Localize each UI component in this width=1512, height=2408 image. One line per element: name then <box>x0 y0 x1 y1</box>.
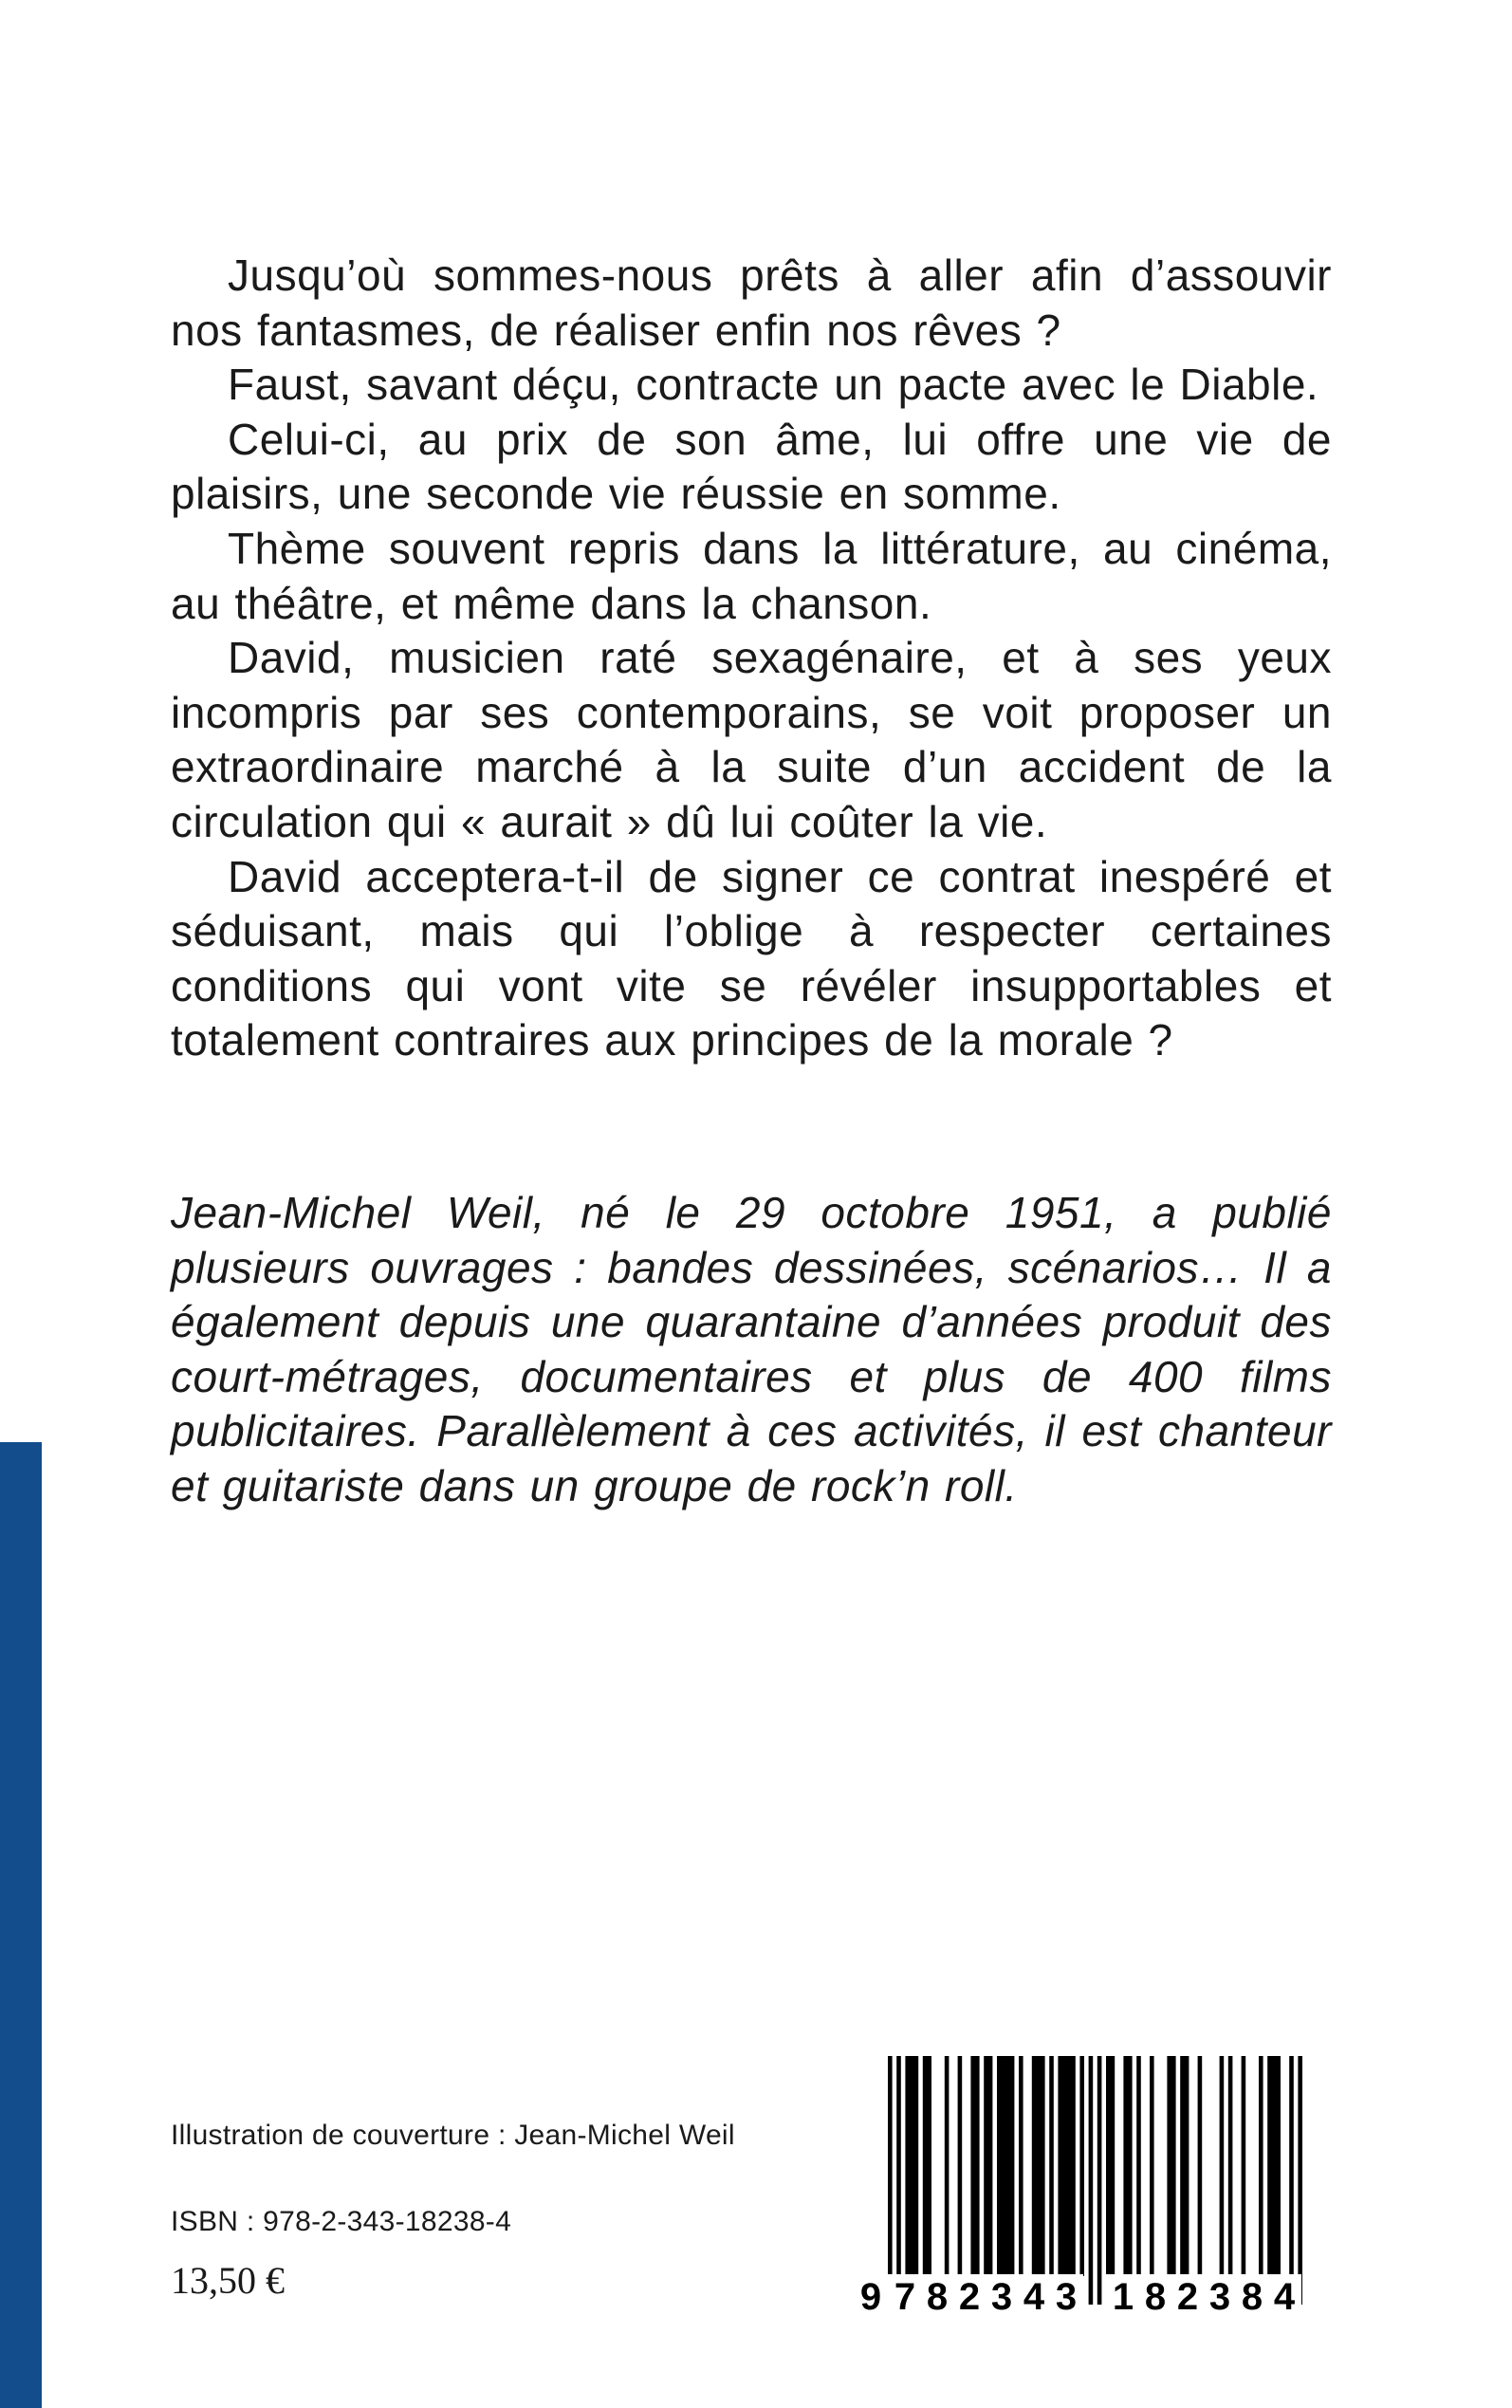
isbn-barcode <box>857 2056 1322 2329</box>
barcode-digit: 3 <box>985 2274 1019 2320</box>
barcode-digit: 3 <box>1203 2274 1237 2320</box>
summary-paragraph: Jusqu’où sommes-nous prêts à aller afin d’assouvir nos fantasmes, de réaliser enfin nos rêves ? <box>171 250 1332 355</box>
blue-side-band <box>0 1442 42 2408</box>
illustration-credit: Illustration de couverture : Jean-Michel Weil <box>171 2120 735 2151</box>
barcode-digit: 3 <box>1049 2274 1083 2320</box>
author-name: Jean-Michel Weil <box>171 1188 533 1237</box>
barcode-digit: 2 <box>952 2274 986 2320</box>
barcode-digit: 8 <box>920 2274 954 2320</box>
barcode-digit: 4 <box>1267 2274 1301 2320</box>
barcode-digit: 2 <box>1171 2274 1205 2320</box>
barcode-digit: 1 <box>1106 2274 1140 2320</box>
book-summary <box>171 249 1332 1068</box>
author-bio <box>171 1186 1332 1514</box>
summary-paragraph: David acceptera-t-il de signer ce contrat inespéré et séduisant, mais qui l’oblige à respecter certaines conditions qui vont vite se révéler insupportables et totalement contraires aux principes de la morale ? <box>171 851 1332 1065</box>
author-bio-text: , né le 29 octobre 1951, a publié plusieurs ouvrages : bandes dessinées, scénarios… Il a également depuis une quarantaine d’années produit des court-métrages, documentaires et plus de 400 films publicitaires. Parallèlement à ces activités, il est chanteur et guitariste dans un groupe de rock’n roll. <box>171 1188 1332 1510</box>
price: 13,50 € <box>171 2259 285 2302</box>
summary-paragraph: Faust, savant déçu, contracte un pacte avec le Diable. <box>228 360 1319 410</box>
barcode-digit: 4 <box>1017 2274 1051 2320</box>
barcode-digit: 8 <box>1138 2274 1172 2320</box>
barcode-digit: 9 <box>854 2274 888 2320</box>
summary-paragraph: Thème souvent repris dans la littérature, au cinéma, au théâtre, et même dans la chanson. <box>171 523 1332 628</box>
barcode-digit: 7 <box>888 2274 922 2320</box>
barcode-digits <box>857 2056 1322 2329</box>
summary-paragraph: David, musicien raté sexagénaire, et à ses yeux incompris par ses contemporains, se voit proposer un extraordinaire marché à la suite d’un accident de la circulation qui « aurait » dû lui coûter la vie. <box>171 633 1332 846</box>
isbn: ISBN : 978-2-343-18238-4 <box>171 2206 512 2237</box>
barcode-digit: 8 <box>1235 2274 1269 2320</box>
summary-paragraph: Celui-ci, au prix de son âme, lui offre une vie de plaisirs, une seconde vie réussie en somme. <box>171 414 1332 519</box>
